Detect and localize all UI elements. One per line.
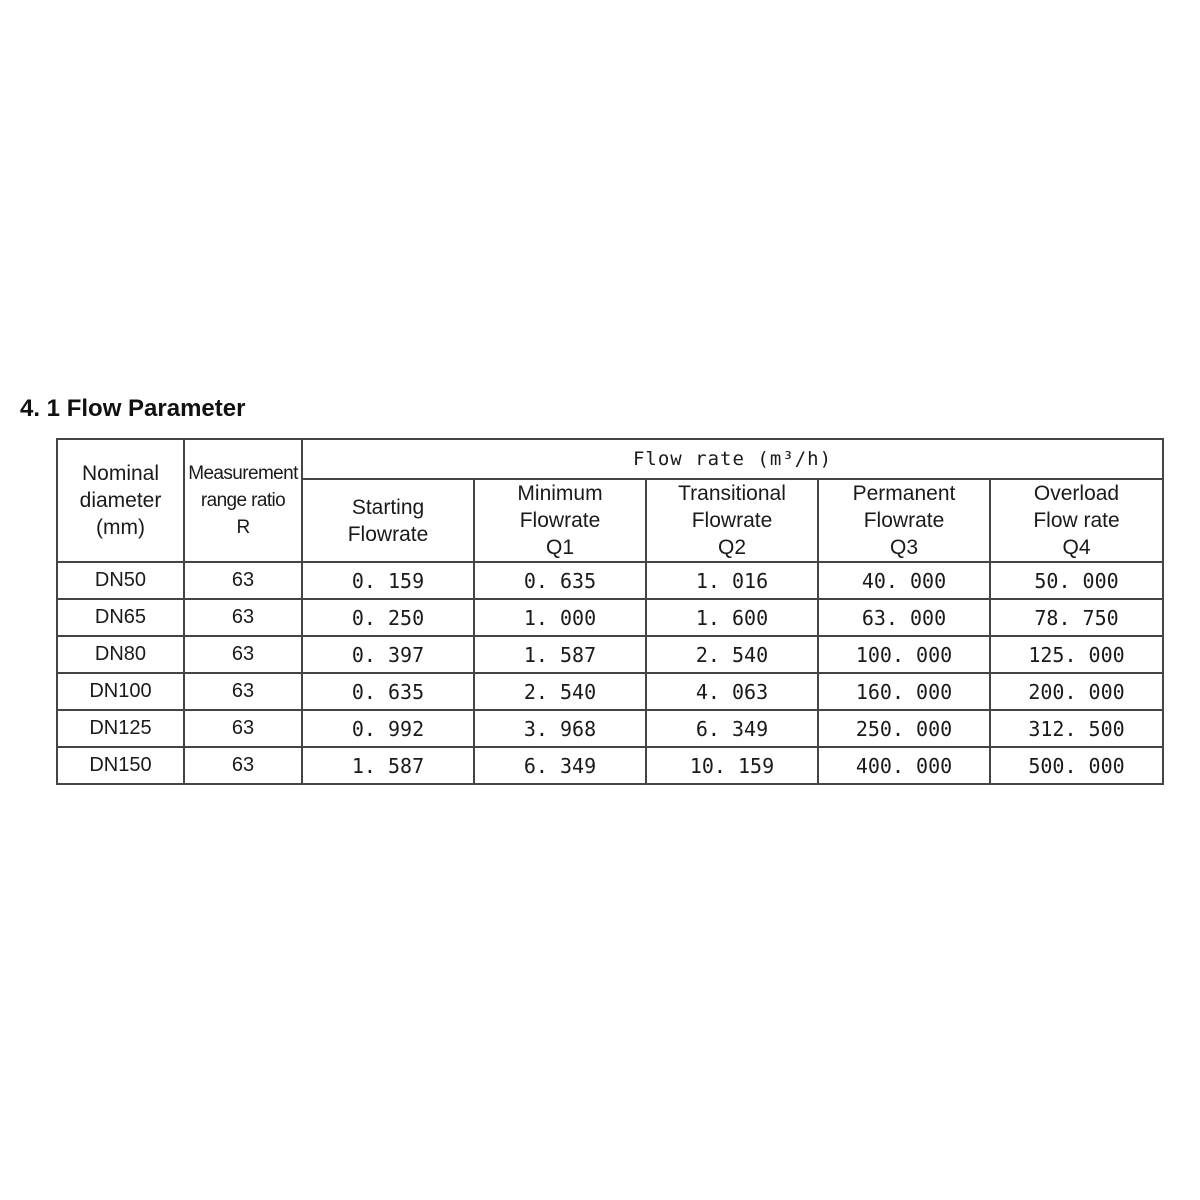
header-overload-line-3: Q4	[1062, 536, 1091, 559]
header-ratio-line-2: range ratio	[200, 490, 286, 511]
header-ratio-line-1: Measurement	[188, 463, 298, 484]
header-row-top	[57, 439, 1163, 479]
table-row	[57, 673, 1163, 710]
cell-minimum-flowrate: 0. 635	[474, 562, 646, 599]
header-permanent-line-1: Permanent	[852, 482, 956, 505]
header-overload-flow-rate	[990, 479, 1163, 562]
cell-nominal-diameter: DN125	[57, 710, 184, 747]
cell-permanent-flowrate: 100. 000	[818, 636, 990, 673]
cell-starting-flowrate: 1. 587	[302, 747, 474, 784]
cell-nominal-diameter: DN80	[57, 636, 184, 673]
cell-starting-flowrate: 0. 635	[302, 673, 474, 710]
table-row	[57, 599, 1163, 636]
cell-minimum-flowrate: 3. 968	[474, 710, 646, 747]
cell-minimum-flowrate: 1. 587	[474, 636, 646, 673]
cell-transitional-flowrate: 6. 349	[646, 710, 818, 747]
header-nominal-line-2: diameter	[79, 489, 162, 512]
cell-overload-flow-rate: 78. 750	[990, 599, 1163, 636]
cell-starting-flowrate: 0. 159	[302, 562, 474, 599]
table-row	[57, 562, 1163, 599]
table-row	[57, 710, 1163, 747]
header-minimum-flowrate	[474, 479, 646, 562]
cell-range-ratio: 63	[184, 747, 302, 784]
header-nominal-line-3: (mm)	[96, 516, 145, 539]
cell-range-ratio: 63	[184, 673, 302, 710]
header-starting-line-2: Flowrate	[347, 522, 429, 546]
header-minimum-line-3: Q1	[545, 536, 574, 559]
flow-parameter-table	[56, 438, 1164, 785]
cell-range-ratio: 63	[184, 636, 302, 673]
header-transitional-flowrate	[646, 479, 818, 562]
header-nominal-diameter	[57, 439, 184, 562]
header-overload-line-2: Flow rate	[1033, 509, 1120, 532]
table-row	[57, 636, 1163, 673]
header-flow-rate-group: Flow rate (m³/h)	[302, 439, 1163, 479]
cell-transitional-flowrate: 1. 600	[646, 599, 818, 636]
cell-transitional-flowrate: 1. 016	[646, 562, 818, 599]
header-measurement-range-ratio	[184, 439, 302, 562]
cell-permanent-flowrate: 250. 000	[818, 710, 990, 747]
header-nominal-line-1: Nominal	[81, 462, 160, 485]
header-minimum-line-1: Minimum	[517, 482, 603, 505]
header-overload-line-1: Overload	[1033, 482, 1120, 505]
cell-minimum-flowrate: 2. 540	[474, 673, 646, 710]
cell-permanent-flowrate: 160. 000	[818, 673, 990, 710]
cell-nominal-diameter: DN150	[57, 747, 184, 784]
cell-minimum-flowrate: 6. 349	[474, 747, 646, 784]
cell-range-ratio: 63	[184, 599, 302, 636]
cell-overload-flow-rate: 312. 500	[990, 710, 1163, 747]
cell-nominal-diameter: DN50	[57, 562, 184, 599]
cell-overload-flow-rate: 200. 000	[990, 673, 1163, 710]
cell-overload-flow-rate: 125. 000	[990, 636, 1163, 673]
cell-starting-flowrate: 0. 250	[302, 599, 474, 636]
cell-overload-flow-rate: 500. 000	[990, 747, 1163, 784]
cell-nominal-diameter: DN65	[57, 599, 184, 636]
cell-starting-flowrate: 0. 992	[302, 710, 474, 747]
cell-permanent-flowrate: 63. 000	[818, 599, 990, 636]
table-row	[57, 747, 1163, 784]
cell-transitional-flowrate: 4. 063	[646, 673, 818, 710]
header-permanent-line-2: Flowrate	[863, 509, 945, 532]
header-starting-flowrate	[302, 479, 474, 562]
cell-starting-flowrate: 0. 397	[302, 636, 474, 673]
cell-permanent-flowrate: 40. 000	[818, 562, 990, 599]
cell-minimum-flowrate: 1. 000	[474, 599, 646, 636]
header-transitional-line-1: Transitional	[678, 482, 786, 505]
header-ratio-line-3: R	[236, 517, 250, 538]
header-transitional-line-2: Flowrate	[691, 509, 773, 532]
cell-overload-flow-rate: 50. 000	[990, 562, 1163, 599]
header-permanent-flowrate	[818, 479, 990, 562]
header-permanent-line-3: Q3	[889, 536, 918, 559]
header-starting-line-1: Starting	[351, 495, 425, 519]
cell-nominal-diameter: DN100	[57, 673, 184, 710]
cell-transitional-flowrate: 2. 540	[646, 636, 818, 673]
cell-permanent-flowrate: 400. 000	[818, 747, 990, 784]
header-minimum-line-2: Flowrate	[519, 509, 601, 532]
cell-transitional-flowrate: 10. 159	[646, 747, 818, 784]
cell-range-ratio: 63	[184, 710, 302, 747]
header-transitional-line-3: Q2	[717, 536, 746, 559]
section-title: 4. 1 Flow Parameter	[20, 395, 246, 422]
cell-range-ratio: 63	[184, 562, 302, 599]
